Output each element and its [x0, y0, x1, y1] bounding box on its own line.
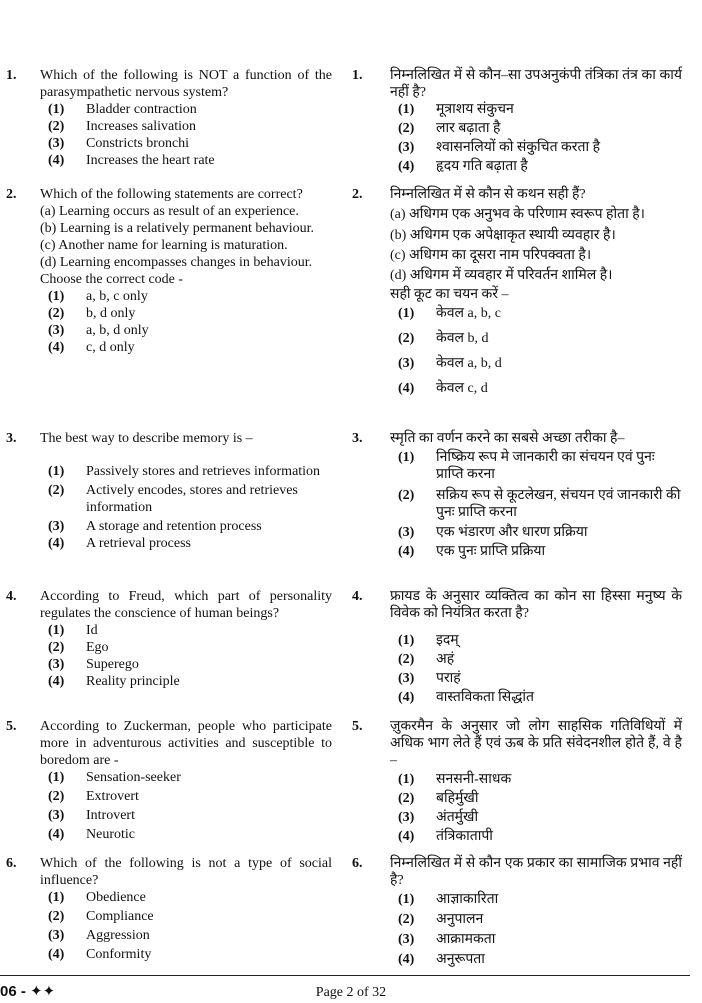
- option-1: (1) a, b, c only: [48, 289, 148, 304]
- option-4: (4) तंत्रिकातापी: [398, 829, 493, 844]
- option-1: (1) Passively stores and retrieves information: [48, 464, 321, 479]
- question-number: 2.: [6, 187, 17, 202]
- option-3: (3) Aggression: [48, 928, 150, 943]
- question-text: फ्रायड के अनुसार व्यक्तित्व का कोन सा हिस्सा मनुष्य के विवेक को नियंत्रित करता है?: [390, 589, 682, 621]
- option-2: (2) अनुपालन: [398, 912, 484, 927]
- choose-code-text: Choose the correct code -: [40, 272, 184, 287]
- question-5-en: [6, 718, 332, 843]
- option-1: (1) निष्क्रिय रूप मे जानकारी का संचयन एवं पुनः प्राप्ति करना: [398, 450, 655, 482]
- option-4: (4) केवल c, d: [398, 381, 488, 396]
- question-text: Which of the following is not a type of social influence?: [40, 856, 332, 888]
- question-6-hi: [352, 855, 682, 968]
- option-3: (3) A storage and retention process: [48, 519, 262, 534]
- option-3: (3) पराहं: [398, 671, 461, 686]
- option-2: (2) b, d only: [48, 306, 136, 321]
- option-4: (4) Increases the heart rate: [48, 153, 215, 168]
- question-text: ज़ुकरमैन के अनुसार जो लोग साहसिक गतिविधियों में अधिक भाग लेते हैं एवं ऊब के प्रति संवेदनशील होते हैं, वे है –: [390, 719, 682, 768]
- question-number: 1.: [352, 68, 363, 83]
- statement-c: (c) Another name for learning is maturation.: [40, 238, 288, 253]
- statement-a: (a) अधिगम एक अनुभव के परिणाम स्वरूप होता है।: [390, 207, 645, 222]
- question-number: 4.: [352, 589, 363, 604]
- question-number: 4.: [6, 589, 17, 604]
- question-2-en: [6, 186, 332, 356]
- question-number: 5.: [352, 719, 363, 734]
- option-3: (3) अंतर्मुखी: [398, 810, 479, 825]
- question-number: 1.: [6, 68, 17, 83]
- option-2: (2) Compliance: [48, 909, 154, 924]
- statement-b: (b) अधिगम एक अपेक्षाकृत स्थायी व्यवहार है।: [390, 228, 616, 243]
- question-number: 5.: [6, 719, 17, 734]
- option-1: (1) Bladder contraction: [48, 102, 197, 117]
- question-text: According to Zuckerman, people who participate more in adventurous activities and susceptible to boredom are -: [40, 719, 332, 768]
- question-text: Which of the following is NOT a function of the parasympathetic nervous system?: [40, 68, 332, 100]
- option-2: (2) Increases salivation: [48, 119, 197, 134]
- question-3-en: [6, 430, 332, 552]
- option-2: (2) Actively encodes, stores and retrieves information: [48, 483, 298, 515]
- question-2-hi: [352, 186, 682, 397]
- question-text: According to Freud, which part of personality regulates the conscience of human beings?: [40, 589, 332, 621]
- question-number: 3.: [6, 431, 17, 446]
- option-3: (3) एक भंडारण और धारण प्रक्रिया: [398, 525, 588, 540]
- option-4: (4) Neurotic: [48, 827, 135, 842]
- option-3: (3) श्वासनलियों को संकुचित करता है: [398, 140, 601, 155]
- option-2: (2) बहिर्मुखी: [398, 791, 479, 806]
- question-text: The best way to describe memory is –: [40, 431, 253, 446]
- choose-code-text: सही कूट का चयन करें –: [390, 287, 509, 302]
- question-number: 2.: [352, 187, 363, 202]
- question-4-hi: [352, 588, 682, 706]
- question-6-en: [6, 855, 332, 963]
- option-4: (4) अनुरूपता: [398, 952, 485, 967]
- option-3: (3) a, b, d only: [48, 323, 149, 338]
- option-3: (3) केवल a, b, d: [398, 356, 502, 371]
- option-2: (2) Extrovert: [48, 789, 139, 804]
- statement-c: (c) अधिगम का दूसरा नाम परिपक्वता है।: [390, 248, 592, 263]
- option-4: (4) Reality principle: [48, 674, 180, 689]
- question-text: Which of the following statements are correct?: [40, 187, 303, 202]
- option-3: (3) Superego: [48, 657, 139, 672]
- option-2: (2) Ego: [48, 640, 109, 655]
- option-4: (4) c, d only: [48, 340, 135, 355]
- statement-d: (d) Learning encompasses changes in behaviour.: [40, 255, 313, 270]
- option-3: (3) Introvert: [48, 808, 135, 823]
- statement-b: (b) Learning is a relatively permanent behaviour.: [40, 221, 315, 236]
- option-4: (4) A retrieval process: [48, 536, 191, 551]
- option-4: (4) वास्तविकता सिद्धांत: [398, 690, 534, 705]
- option-1: (1) केवल a, b, c: [398, 306, 501, 321]
- option-2: (2) सक्रिय रूप से कूटलेखन, संचयन एवं जानकारी की पुनः प्राप्ति करना: [398, 488, 681, 520]
- option-2: (2) लार बढ़ाता है: [398, 121, 501, 136]
- option-1: (1) मूत्राशय संकुचन: [398, 102, 514, 117]
- question-text: निम्नलिखित में से कौन से कथन सही हैं?: [390, 187, 586, 202]
- statement-d: (d) अधिगम में व्यवहार में परिवर्तन शामिल है।: [390, 268, 613, 283]
- option-1: (1) आज्ञाकारिता: [398, 892, 499, 907]
- question-1-en: [6, 67, 332, 169]
- page-number: Page 2 of 32: [315, 985, 387, 1000]
- option-1: (1) सनसनी-साधक: [398, 772, 512, 787]
- option-3: (3) Constricts bronchi: [48, 136, 190, 151]
- question-text: निम्नलिखित में से कौन एक प्रकार का सामाजिक प्रभाव नहीं है?: [390, 856, 682, 888]
- question-number: 6.: [352, 856, 363, 871]
- option-1: (1) Sensation-seeker: [48, 770, 181, 785]
- question-text: स्मृति का वर्णन करने का सबसे अच्छा तरीका है–: [390, 431, 625, 446]
- question-5-hi: [352, 718, 682, 845]
- option-4: (4) Conformity: [48, 947, 152, 962]
- option-2: (2) केवल b, d: [398, 331, 489, 346]
- paper-code: 06 - ✦✦: [0, 983, 56, 1000]
- option-3: (3) आक्रामकता: [398, 932, 496, 947]
- question-3-hi: [352, 430, 682, 560]
- question-text: निम्नलिखित में से कौन–सा उपअनुकंपी तंत्रिका तंत्र का कार्य नहीं है?: [390, 68, 682, 100]
- question-number: 6.: [6, 856, 17, 871]
- option-1: (1) Obedience: [48, 890, 146, 905]
- statement-a: (a) Learning occurs as result of an experience.: [40, 204, 299, 219]
- option-2: (2) अहं: [398, 652, 455, 667]
- option-1: (1) Id: [48, 623, 98, 638]
- option-1: (1) इदम्: [398, 633, 459, 648]
- option-4: (4) एक पुनः प्राप्ति प्रक्रिया: [398, 544, 546, 559]
- question-number: 3.: [352, 431, 363, 446]
- option-4: (4) हृदय गति बढ़ाता है: [398, 159, 528, 174]
- question-1-hi: [352, 67, 682, 175]
- question-4-en: [6, 588, 332, 690]
- footer-divider: [0, 975, 690, 976]
